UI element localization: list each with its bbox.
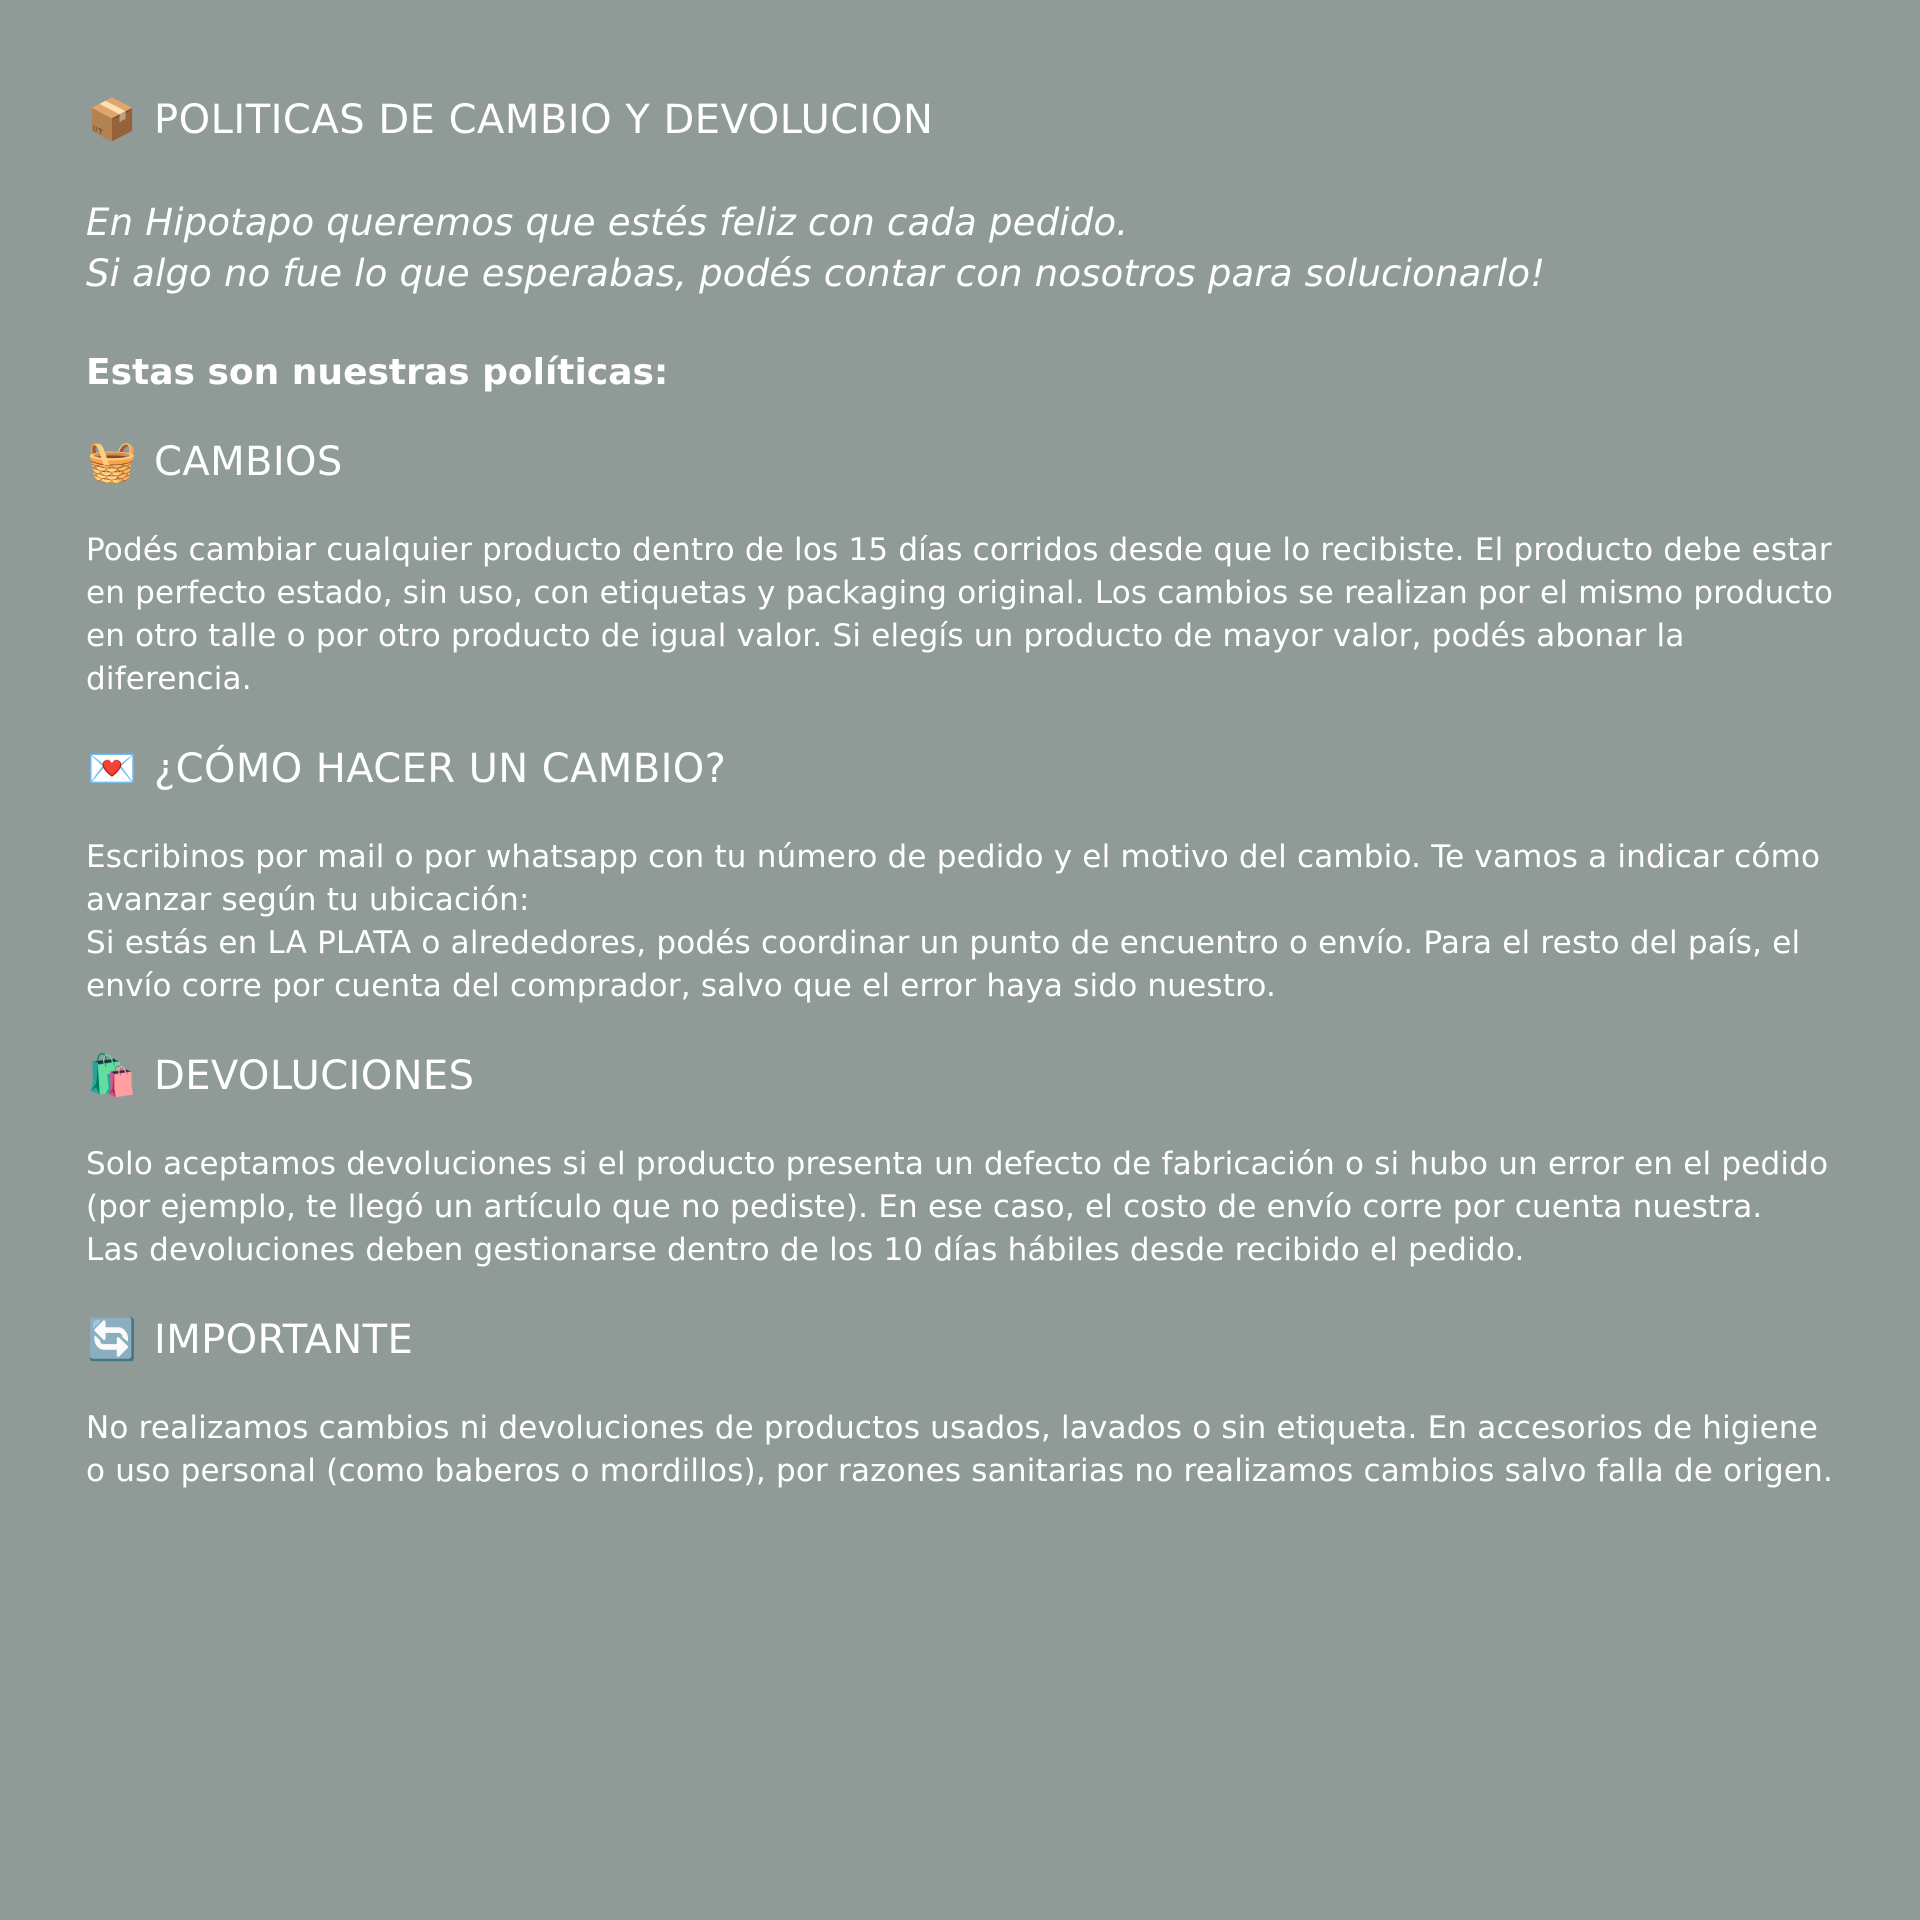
section-importante-title: IMPORTANTE	[154, 1317, 414, 1364]
page-title: POLITICAS DE CAMBIO Y DEVOLUCION	[154, 97, 934, 143]
section-como-hacer-cambio-paragraph-1: Escribinos por mail o por whatsapp con tu número de pedido y el motivo del cambio. Te vamos a indicar cómo avanzar según tu ubicación:	[86, 839, 1821, 919]
section-devoluciones-paragraph-1: Solo aceptamos devoluciones si el producto presenta un defecto de fabricación o si hubo un error en el pedido (por ejemplo, te llegó un artículo que no pediste). En ese caso, el costo de envío corre por cuenta nuestra.	[86, 1146, 1829, 1226]
section-devoluciones	[86, 1052, 1834, 1272]
section-como-hacer-cambio-title: ¿CÓMO HACER UN CAMBIO?	[154, 746, 727, 793]
section-como-hacer-cambio-paragraph-2: Si estás en LA PLATA o alrededores, podés coordinar un punto de encuentro o envío. Para el resto del país, el envío corre por cuenta del comprador, salvo que el error haya sido nuestro.	[86, 925, 1801, 1005]
section-cambios-title: CAMBIOS	[154, 439, 343, 486]
intro-text	[86, 197, 1834, 299]
section-devoluciones-title: DEVOLUCIONES	[154, 1053, 475, 1100]
package-icon: 📦	[87, 97, 137, 143]
section-cambios-paragraph-1: Podés cambiar cualquier producto dentro de los 15 días corridos desde que lo recibiste. El producto debe estar en perfecto estado, sin uso, con etiquetas y packaging original. Los cambios se realizan por el mismo producto en otro talle o por otro producto de igual valor. Si elegís un producto de mayor valor, podés abonar la diferencia.	[86, 532, 1834, 698]
section-devoluciones-paragraph-2: Las devoluciones deben gestionarse dentro de los 10 días hábiles desde recibido el pedido.	[86, 1232, 1525, 1269]
section-como-hacer-cambio-header	[86, 745, 1834, 793]
section-importante	[86, 1316, 1834, 1493]
section-importante-text	[86, 1407, 1834, 1493]
shopping-bags-icon: 🛍️	[87, 1053, 137, 1100]
section-cambios-text	[86, 529, 1834, 701]
policies-heading: Estas son nuestras políticas:	[86, 352, 669, 393]
section-cambios-header	[86, 438, 1834, 486]
section-devoluciones-text	[86, 1143, 1834, 1272]
section-como-hacer-cambio	[86, 745, 1834, 1008]
basket-icon: 🧺	[87, 439, 137, 486]
section-cambios	[86, 438, 1834, 701]
love-letter-icon: 💌	[87, 746, 137, 793]
section-importante-paragraph-1: No realizamos cambios ni devoluciones de productos usados, lavados o sin etiqueta. En accesorios de higiene o uso personal (como baberos o mordillos), por razones sanitarias no realizamos cambios salvo falla de origen.	[86, 1410, 1834, 1490]
intro-line-2: Si algo no fue lo que esperabas, podés contar con nosotros para solucionarlo!	[86, 252, 1546, 295]
refresh-icon: 🔄	[87, 1317, 137, 1364]
intro-line-1: En Hipotapo queremos que estés feliz con cada pedido.	[86, 201, 1129, 244]
section-como-hacer-cambio-text	[86, 836, 1834, 1008]
section-importante-header	[86, 1316, 1834, 1364]
page-header	[86, 96, 1834, 144]
section-devoluciones-header	[86, 1052, 1834, 1100]
